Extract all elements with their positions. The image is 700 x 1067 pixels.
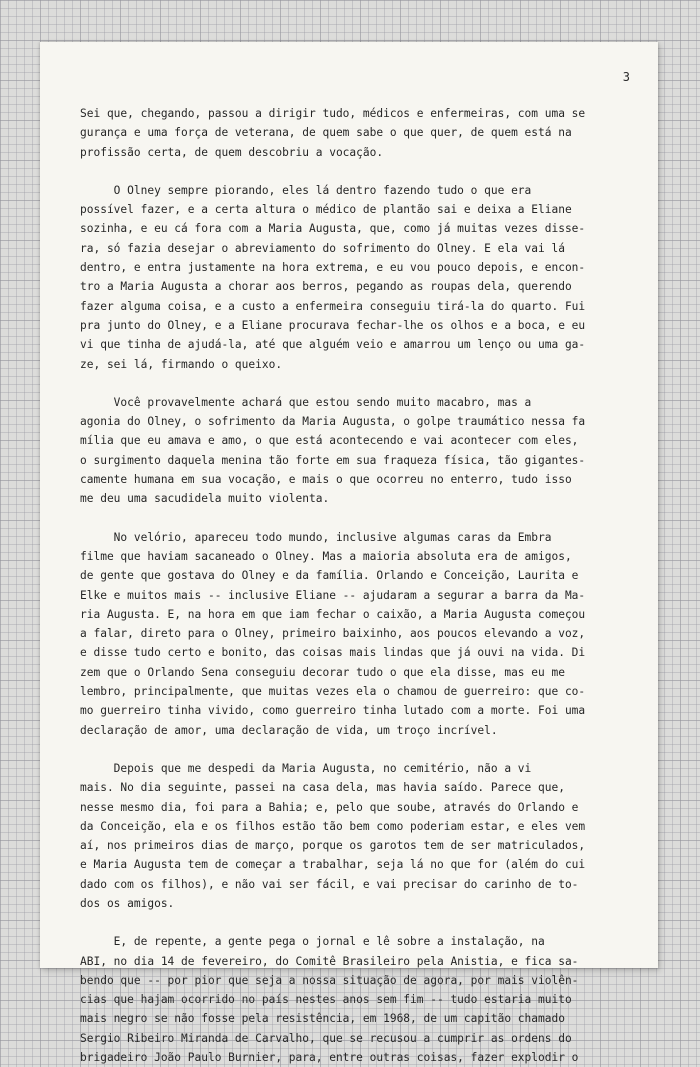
text-line: tro a Maria Augusta a chorar aos berros, pegando as roupas dela, querendo xyxy=(80,280,572,294)
text-line: Você provavelmente achará que estou sendo muito macabro, mas a xyxy=(80,395,532,409)
paragraph xyxy=(80,393,640,509)
text-line: fazer alguma coisa, e a custo a enfermeira conseguiu tirá-la do quarto. Fui xyxy=(80,299,586,313)
text-line: filme que haviam sacaneado o Olney. Mas a maioria absoluta era de amigos, xyxy=(80,549,572,563)
paragraph xyxy=(80,932,640,1067)
paragraph xyxy=(80,181,640,374)
text-line: dos os amigos. xyxy=(80,896,175,910)
text-line: ra, só fazia desejar o abreviamento do sofrimento do Olney. E ela vai lá xyxy=(80,241,565,255)
text-line: cias que hajam ocorrido no país nestes anos sem fim -- tudo estaria muito xyxy=(80,993,572,1007)
text-line: e Maria Augusta tem de começar a trabalhar, seja lá no que for (além do cui xyxy=(80,858,586,872)
text-line: camente humana em sua vocação, e mais o que ocorreu no enterro, tudo isso xyxy=(80,473,572,487)
text-line: Sergio Ribeiro Miranda de Carvalho, que se recusou a cumprir as ordens do xyxy=(80,1031,572,1045)
text-line: sozinha, e eu cá fora com a Maria Augusta, que, como já muitas vezes disse- xyxy=(80,222,586,236)
text-line: mo guerreiro tinha vivido, como guerreiro tinha lutado com a morte. Foi uma xyxy=(80,704,586,718)
text-line: a falar, direto para o Olney, primeiro baixinho, aos poucos elevando a voz, xyxy=(80,627,586,641)
text-line: E, de repente, a gente pega o jornal e lê sobre a instalação, na xyxy=(80,935,545,949)
typewritten-page xyxy=(40,42,658,1065)
text-line: e disse tudo certo e bonito, das coisas mais lindas que já ouvi na vida. Di xyxy=(80,646,586,660)
text-line: profissão certa, de quem descobriu a vocação. xyxy=(80,145,384,159)
text-line: No velório, apareceu todo mundo, inclusive algumas caras da Embra xyxy=(80,530,552,544)
text-line: da Conceição, ela e os filhos estão tão bem como poderiam estar, e eles vem xyxy=(80,819,586,833)
paragraph xyxy=(80,759,640,913)
letter-body xyxy=(80,104,640,1067)
text-line: zem que o Orlando Sena conseguiu decorar tudo o que ela disse, mas eu me xyxy=(80,665,565,679)
page-number: 3 xyxy=(622,70,630,84)
text-line: bendo que -- por pior que seja a nossa situação de agora, por mais violên- xyxy=(80,973,579,987)
text-line: mais negro se não fosse pela resistência, em 1968, de um capitão chamado xyxy=(80,1012,565,1026)
text-line: dentro, e entra justamente na hora extrema, e eu vou pouco depois, e encon- xyxy=(80,261,586,275)
text-line: lembro, principalmente, que muitas vezes ela o chamou de guerreiro: que co- xyxy=(80,685,586,699)
text-line: ria Augusta. E, na hora em que iam fechar o caixão, a Maria Augusta começou xyxy=(80,607,586,621)
text-line: vi que tinha de ajudá-la, até que alguém veio e amarrou um lenço ou uma ga- xyxy=(80,338,586,352)
text-line: nesse mesmo dia, foi para a Bahia; e, pelo que soube, através do Orlando e xyxy=(80,800,579,814)
text-line: ze, sei lá, firmando o queixo. xyxy=(80,357,283,371)
text-line: declaração de amor, uma declaração de vida, um troço incrível. xyxy=(80,723,498,737)
paragraph xyxy=(80,528,640,740)
text-line: brigadeiro João Paulo Burnier, para, entre outras coisas, fazer explodir o xyxy=(80,1051,579,1065)
text-line: possível fazer, e a certa altura o médico de plantão sai e deixa a Eliane xyxy=(80,203,572,217)
text-line: dado com os filhos), e não vai ser fácil, e vai precisar do carinho de to- xyxy=(80,877,579,891)
text-line: de gente que gostava do Olney e da família. Orlando e Conceição, Laurita e xyxy=(80,569,579,583)
text-line: Depois que me despedi da Maria Augusta, no cemitério, não a vi xyxy=(80,761,532,775)
text-line: Elke e muitos mais -- inclusive Eliane -- ajudaram a segurar a barra da Ma- xyxy=(80,588,586,602)
text-line: o surgimento daquela menina tão forte em sua fraqueza física, tão gigantes- xyxy=(80,453,586,467)
text-line: pra junto do Olney, e a Eliane procurava fechar-lhe os olhos e a boca, e eu xyxy=(80,318,586,332)
paragraph xyxy=(80,104,640,162)
text-line: me deu uma sacudidela muito violenta. xyxy=(80,492,330,506)
text-line: Sei que, chegando, passou a dirigir tudo, médicos e enfermeiras, com uma se xyxy=(80,107,586,120)
text-line: agonia do Olney, o sofrimento da Maria Augusta, o golpe traumático nessa fa xyxy=(80,415,586,429)
text-line: aí, nos primeiros dias de março, porque os garotos tem de ser matriculados, xyxy=(80,839,586,853)
text-line: gurança e uma força de veterana, de quem sabe o que quer, de quem está na xyxy=(80,126,572,140)
text-line: ABI, no dia 14 de fevereiro, do Comitê Brasileiro pela Anistia, e fica sa- xyxy=(80,954,579,968)
text-line: mília que eu amava e amo, o que está acontecendo e vai acontecer com eles, xyxy=(80,434,579,448)
text-line: mais. No dia seguinte, passei na casa dela, mas havia saído. Parece que, xyxy=(80,781,565,795)
text-line: O Olney sempre piorando, eles lá dentro fazendo tudo o que era xyxy=(80,183,532,197)
